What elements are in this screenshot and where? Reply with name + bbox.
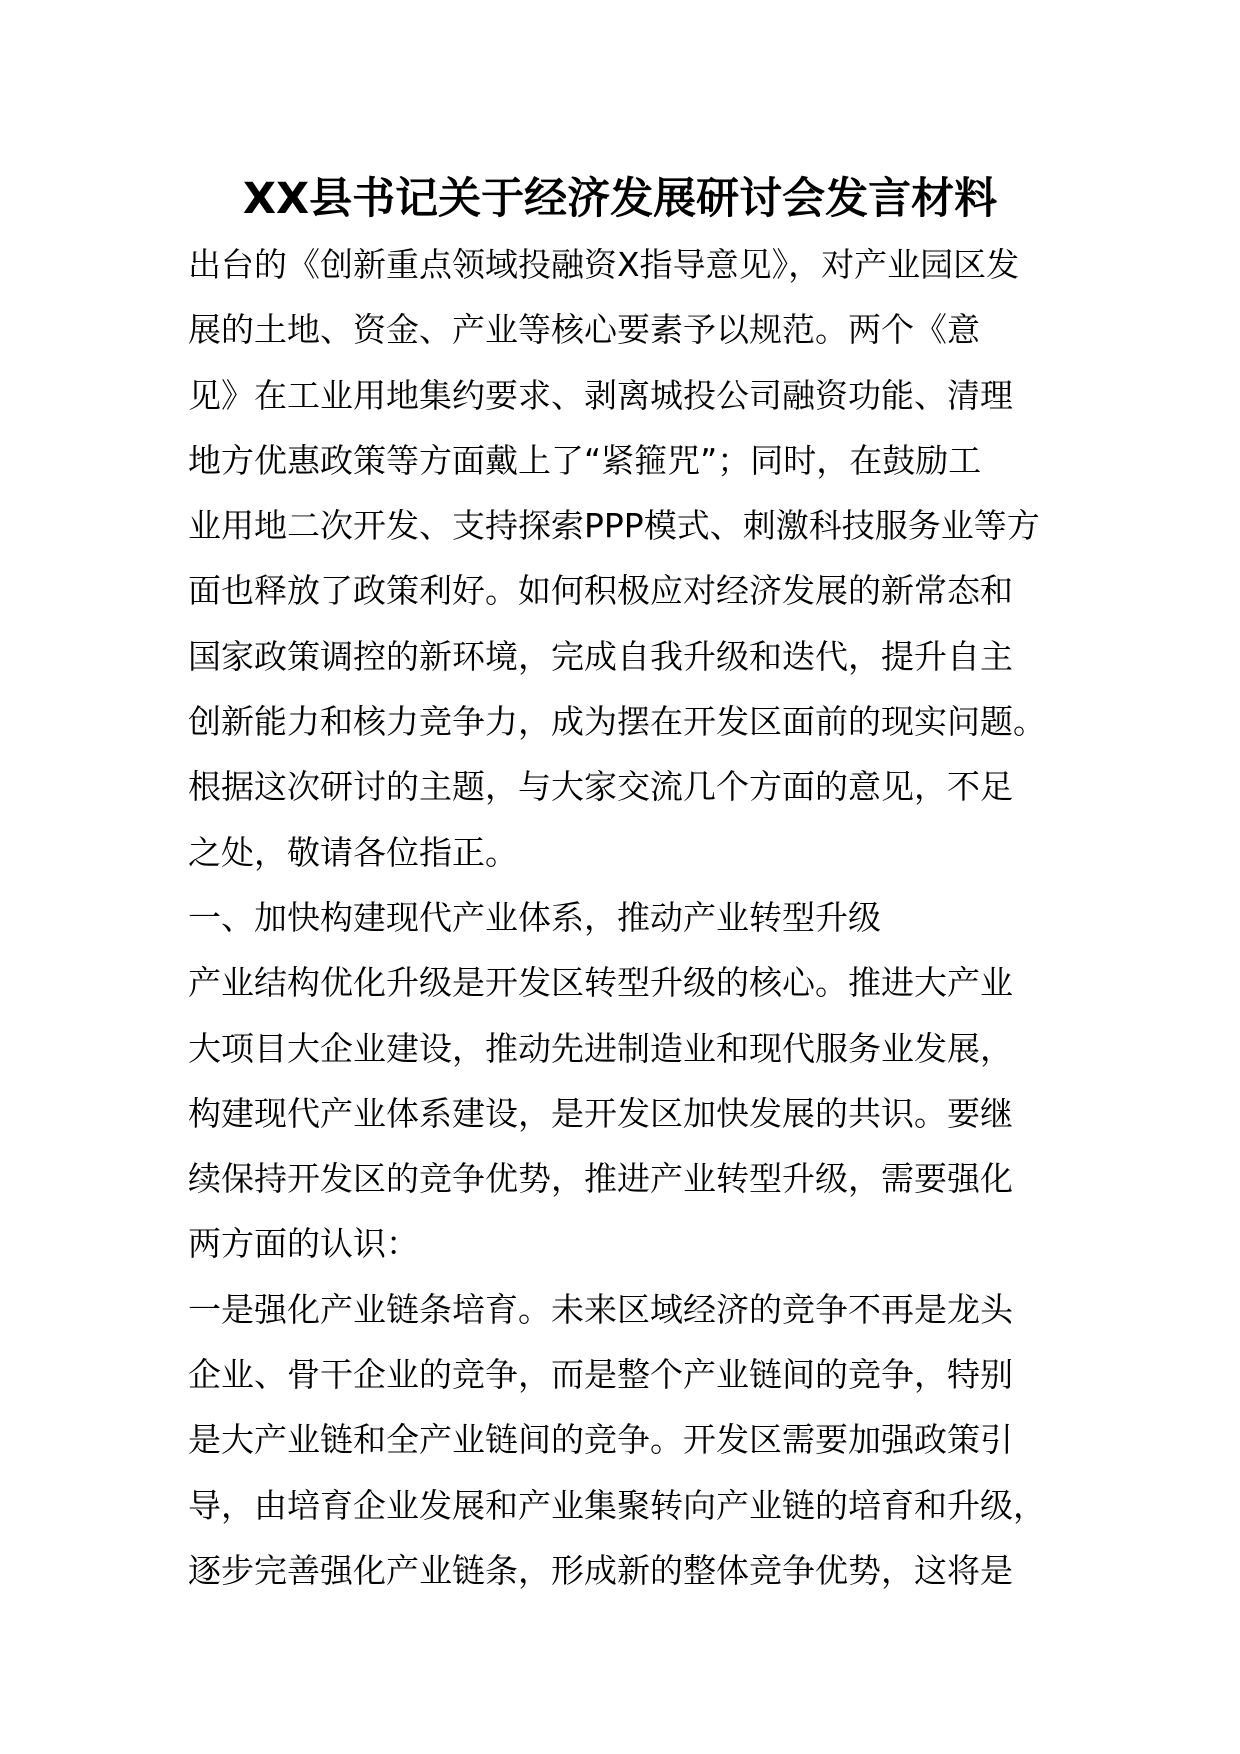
section-heading: 一、加快构建现代产业体系，推动产业转型升级: [188, 897, 881, 937]
body-line: 之处，敬请各位指正。: [188, 832, 518, 872]
body-line: 根据这次研讨的主题，与大家交流几个方面的意见，不足: [188, 767, 1013, 807]
body-line: 逐步完善强化产业链条，形成新的整体竞争优势，这将是: [188, 1550, 1013, 1590]
body-line: 国家政策调控的新环境，完成自我升级和迭代，提升自主: [188, 636, 1013, 676]
body-line: 两方面的认识：: [188, 1224, 419, 1264]
body-line: 是大产业链和全产业链间的竞争。开发区需要加强政策引: [188, 1420, 1013, 1460]
body-line: 续保持开发区的竞争优势，推进产业转型升级，需要强化: [188, 1159, 1013, 1199]
body-line: 大项目大企业建设，推动先进制造业和现代服务业发展，: [188, 1028, 1013, 1068]
body-line: 产业结构优化升级是开发区转型升级的核心。推进大产业: [188, 963, 1013, 1003]
body-line: 创新能力和核力竞争力，成为摆在开发区面前的现实问题。: [188, 702, 1046, 742]
body-line: 企业、骨干企业的竞争，而是整个产业链间的竞争，特别: [188, 1355, 1013, 1395]
body-line: 一是强化产业链条培育。未来区域经济的竞争不再是龙头: [188, 1289, 1013, 1329]
document-title: XX县书记关于经济发展研讨会发言材料: [242, 174, 998, 224]
body-line: 面也释放了政策利好。如何积极应对经济发展的新常态和: [188, 571, 1013, 611]
body-line: 构建现代产业体系建设，是开发区加快发展的共识。要继: [188, 1093, 1013, 1133]
body-line: 见》在工业用地集约要求、剥离城投公司融资功能、清理: [188, 375, 1013, 415]
body-line: 导，由培育企业发展和产业集聚转向产业链的培育和升级，: [188, 1485, 1046, 1525]
body-line: 展的土地、资金、产业等核心要素予以规范。两个《意: [188, 310, 980, 350]
document-body: [188, 232, 1068, 1603]
body-line: 出台的《创新重点领域投融资X指导意见》，对产业园区发: [188, 245, 1020, 284]
body-line: 地方优惠政策等方面戴上了“紧箍咒”；同时，在鼓励工: [188, 440, 982, 480]
body-line: 业用地二次开发、支持探索PPP模式、刺激科技服务业等方: [188, 506, 1040, 546]
